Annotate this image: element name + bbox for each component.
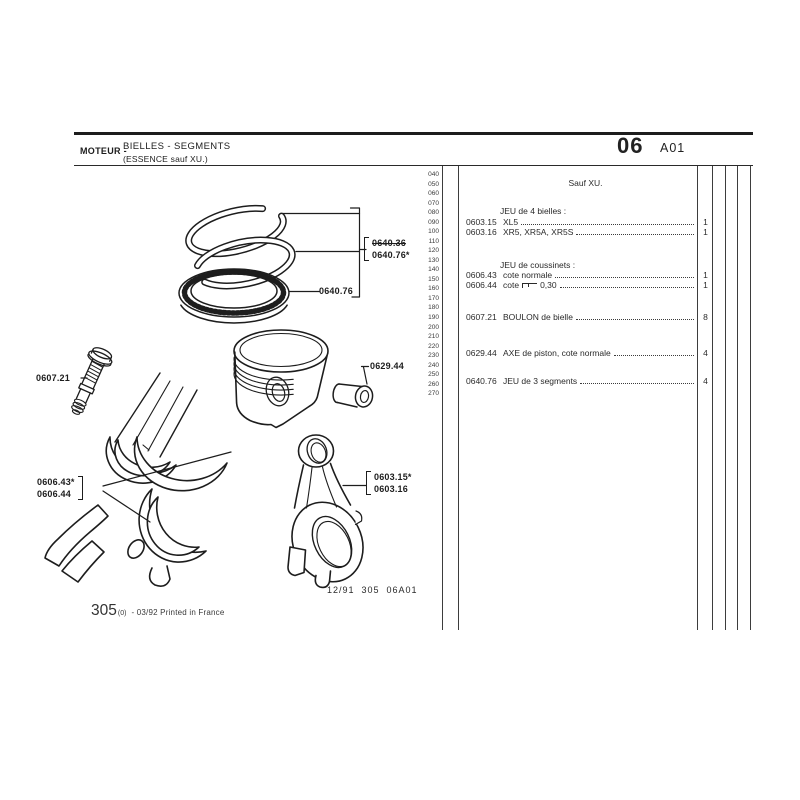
page-code: A01 <box>660 141 686 155</box>
part-qty: 1 <box>703 270 708 280</box>
margin-number: 070 <box>428 199 439 207</box>
rod-part-box <box>366 469 416 497</box>
dotted-leader <box>614 355 694 356</box>
part-desc: cote normale <box>503 270 553 280</box>
part-desc: BOULON de bielle <box>503 312 573 322</box>
superseded-ref: 0640.36 <box>372 238 406 248</box>
margin-number: 250 <box>428 371 439 379</box>
part-ref: 0603.15 <box>466 217 497 227</box>
margin-number: 100 <box>428 228 439 236</box>
ring-part-box <box>364 235 414 263</box>
margin-number: 190 <box>428 313 439 321</box>
plate-reference: 12/91 305 06A01 <box>327 585 418 595</box>
part-desc <box>503 280 559 290</box>
table-row <box>458 375 713 386</box>
rod-shaft-fragment <box>115 373 197 457</box>
bearing-ref-2: 0606.44 <box>37 489 71 499</box>
margin-number: 140 <box>428 266 439 274</box>
dotted-leader <box>560 287 694 288</box>
oil-ring-label: 0640.76 <box>319 285 353 296</box>
table-row <box>458 311 713 322</box>
print-info: - 03/92 Printed in France <box>131 608 225 617</box>
part-ref: 0629.44 <box>466 348 497 358</box>
part-ref: 0606.44 <box>466 279 497 290</box>
table-note: Sauf XU. <box>568 178 603 188</box>
margin-number: 060 <box>428 190 439 198</box>
table-row <box>458 279 713 290</box>
group-label: JEU de 4 bielles : <box>500 206 567 216</box>
part-desc: AXE de piston, cote normale <box>503 348 611 358</box>
bearing-ref-1: 0606.43* <box>37 477 75 487</box>
margin-number: 210 <box>428 333 439 341</box>
bolt-label: 0607.21 <box>36 372 70 383</box>
header-rule-top <box>74 132 753 135</box>
margin-number: 150 <box>428 275 439 283</box>
rod-ref-2: 0603.16 <box>374 484 408 494</box>
piston <box>234 330 328 428</box>
page-number: 06 <box>617 133 644 158</box>
part-qty: 8 <box>703 312 708 322</box>
part-ref: 0606.43 <box>466 270 497 280</box>
rod-bolt <box>64 344 115 418</box>
desc-text: 0,30 <box>540 279 557 290</box>
margin-number: 240 <box>428 361 439 369</box>
footer <box>91 602 224 620</box>
dotted-leader <box>576 319 694 320</box>
part-qty: 1 <box>703 226 708 237</box>
margin-number: 120 <box>428 247 439 255</box>
margin-number: 040 <box>428 171 439 178</box>
margin-number: 200 <box>428 323 439 331</box>
doc-index: (0) <box>117 610 127 617</box>
table-margin-numbers <box>420 172 439 398</box>
part-qty: 1 <box>703 217 708 227</box>
bearing-part-box <box>33 474 83 502</box>
margin-number: 160 <box>428 285 439 293</box>
margin-number: 090 <box>428 218 439 226</box>
part-desc: JEU de 3 segments <box>503 376 578 386</box>
page-subtitle: (ESSENCE sauf XU.) <box>123 154 208 164</box>
group-label: JEU de coussinets : <box>500 260 576 270</box>
page-title: BIELLES - SEGMENTS <box>123 141 231 152</box>
doc-number: 305 <box>91 602 117 619</box>
margin-number: 180 <box>428 304 439 312</box>
part-desc: XL5 <box>503 217 519 227</box>
pin-leader-line <box>362 367 369 385</box>
table-vline <box>750 166 751 630</box>
section-label: MOTEUR - <box>80 146 127 156</box>
dotted-leader <box>580 383 694 384</box>
rod-ref-1: 0603.15* <box>374 472 412 482</box>
oil-ring <box>179 269 289 323</box>
table-row <box>458 226 713 237</box>
part-ref: 0603.16 <box>466 226 497 237</box>
margin-number: 230 <box>428 352 439 360</box>
part-qty: 1 <box>703 279 708 290</box>
bearing-cap <box>45 489 206 586</box>
part-ref: 0607.21 <box>466 312 497 322</box>
connecting-rod <box>279 435 376 594</box>
table-row <box>458 347 713 358</box>
margin-number: 220 <box>428 342 439 350</box>
margin-number: 110 <box>428 237 439 245</box>
part-desc: XR5, XR5A, XR5S <box>503 226 574 237</box>
margin-number: 050 <box>428 180 439 188</box>
repair-dimension-icon <box>522 283 537 289</box>
margin-number: 130 <box>428 256 439 264</box>
piston-ring-1 <box>189 208 284 253</box>
table-vline <box>725 166 726 630</box>
table-vline <box>737 166 738 630</box>
part-qty: 4 <box>703 348 708 358</box>
part-ref: 0640.76 <box>466 376 497 386</box>
current-ref: 0640.76* <box>372 250 410 260</box>
table-vline <box>442 166 443 630</box>
margin-number: 260 <box>428 380 439 388</box>
desc-text: cote <box>503 279 520 290</box>
margin-number: 080 <box>428 209 439 217</box>
margin-number: 170 <box>428 294 439 302</box>
header-rule-bottom <box>74 165 753 166</box>
piston-pin <box>333 384 374 408</box>
margin-number: 270 <box>428 390 439 398</box>
pin-label: 0629.44 <box>370 360 404 371</box>
table-group-header <box>458 205 713 216</box>
dotted-leader <box>576 234 694 235</box>
part-qty: 4 <box>703 376 708 386</box>
